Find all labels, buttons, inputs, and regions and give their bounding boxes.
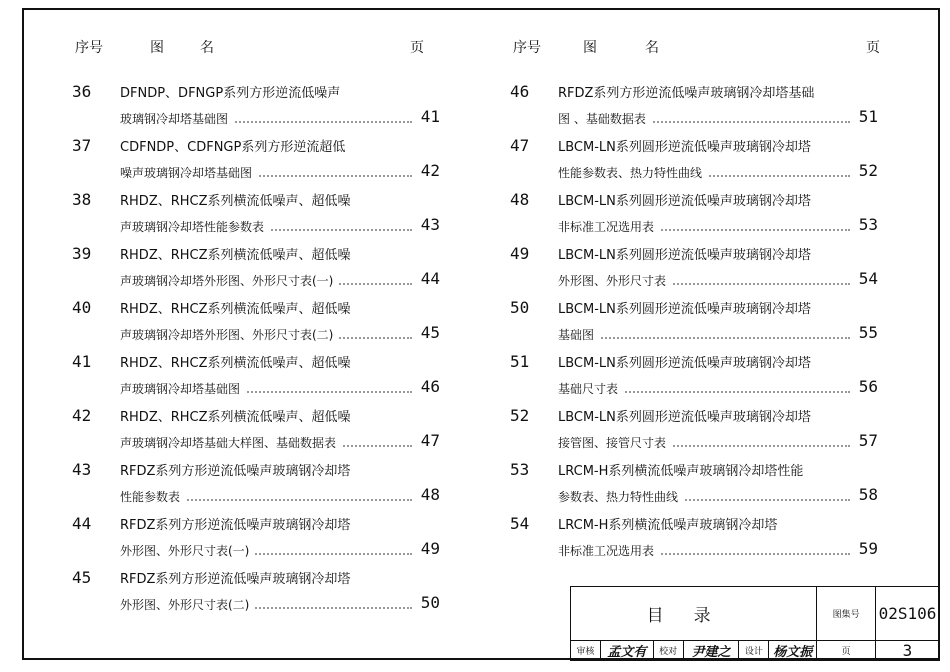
entry-page-number: 51	[858, 107, 878, 126]
right-header-name-2: 名	[645, 40, 659, 56]
entry-title-line-1: RFDZ系列方形逆流低噪声玻璃钢冷却塔基础	[558, 86, 815, 101]
entry-page-number: 46	[420, 377, 440, 396]
entry-number: 45	[72, 568, 92, 587]
toc-entry	[510, 136, 880, 190]
entry-title-line-2: 非标准工况选用表	[558, 218, 660, 235]
toc-entry	[510, 82, 880, 136]
entry-page-number: 52	[858, 161, 878, 180]
atlas-number: 02S106	[875, 587, 939, 641]
design-label: 设计	[739, 641, 769, 661]
entry-title-line-1: LRCM-H系列横流低噪声玻璃钢冷却塔	[558, 518, 778, 533]
entry-number: 39	[72, 244, 92, 263]
entry-number: 42	[72, 406, 92, 425]
toc-entry	[510, 514, 880, 568]
entry-number: 44	[72, 514, 92, 533]
entry-page-number: 49	[420, 539, 440, 558]
toc-entry	[72, 136, 442, 190]
entry-page-number: 42	[420, 161, 440, 180]
entry-number: 47	[510, 136, 530, 155]
left-header-name-1: 图	[150, 40, 164, 56]
entry-second-row	[120, 109, 442, 131]
drawing-title: 目录	[571, 587, 817, 641]
entry-page-number: 54	[858, 269, 878, 288]
entry-title-line-1: RHDZ、RHCZ系列横流低噪声、超低噪	[120, 194, 351, 209]
entry-number: 41	[72, 352, 92, 371]
entry-title-line-2: 外形图、外形尺寸表(二)	[120, 596, 255, 613]
entry-page-number: 45	[420, 323, 440, 342]
toc-entry	[72, 82, 442, 136]
toc-entry	[72, 190, 442, 244]
entry-number: 54	[510, 514, 530, 533]
entry-title-line-2: 声玻璃钢冷却塔性能参数表	[120, 218, 270, 235]
entry-title-line-1: LBCM-LN系列圆形逆流低噪声玻璃钢冷却塔	[558, 356, 811, 371]
toc-entry	[72, 406, 442, 460]
entry-title-line-1: RFDZ系列方形逆流低噪声玻璃钢冷却塔	[120, 572, 351, 587]
entry-title-line-1: RHDZ、RHCZ系列横流低噪声、超低噪	[120, 248, 351, 263]
entry-second-row	[120, 163, 442, 185]
entry-title-line-1: RFDZ系列方形逆流低噪声玻璃钢冷却塔	[120, 518, 351, 533]
entry-title-line-2: 性能参数表	[120, 488, 186, 505]
entry-title-line-2: 外形图、外形尺寸表	[558, 272, 672, 289]
entry-number: 48	[510, 190, 530, 209]
toc-entry	[72, 460, 442, 514]
right-header-number: 序号	[513, 40, 541, 56]
entry-number: 43	[72, 460, 92, 479]
entry-title-line-1: LBCM-LN系列圆形逆流低噪声玻璃钢冷却塔	[558, 248, 811, 263]
toc-entry	[510, 190, 880, 244]
review-signature: 孟文有	[600, 641, 653, 661]
entry-title-line-1: LBCM-LN系列圆形逆流低噪声玻璃钢冷却塔	[558, 194, 811, 209]
entry-second-row	[120, 541, 442, 563]
left-header-number: 序号	[75, 40, 103, 56]
entry-second-row	[120, 487, 442, 509]
entry-second-row	[120, 433, 442, 455]
entry-page-number: 57	[858, 431, 878, 450]
entry-second-row	[120, 595, 442, 617]
entry-second-row	[558, 379, 880, 401]
toc-entry	[72, 514, 442, 568]
entry-second-row	[558, 163, 880, 185]
left-header-name-2: 名	[200, 40, 214, 56]
entry-title-line-1: RHDZ、RHCZ系列横流低噪声、超低噪	[120, 302, 351, 317]
toc-entry	[510, 406, 880, 460]
entry-number: 50	[510, 298, 530, 317]
entry-number: 51	[510, 352, 530, 371]
toc-entry	[510, 460, 880, 514]
entry-second-row	[120, 379, 442, 401]
entry-number: 53	[510, 460, 530, 479]
entry-title-line-2: 声玻璃钢冷却塔基础图	[120, 380, 246, 397]
entry-page-number: 53	[858, 215, 878, 234]
entry-number: 52	[510, 406, 530, 425]
entry-number: 38	[72, 190, 92, 209]
entry-title-line-2: 性能参数表、热力特性曲线	[558, 164, 708, 181]
entry-title-line-2: 外形图、外形尺寸表(一)	[120, 542, 255, 559]
toc-entry	[72, 568, 442, 622]
toc-entry	[72, 352, 442, 406]
entry-title-line-2: 声玻璃钢冷却塔基础大样图、基础数据表	[120, 434, 342, 451]
entry-title-line-2: 参数表、热力特性曲线	[558, 488, 684, 505]
left-header-page: 页	[410, 40, 424, 56]
entry-title-line-2: 图 、基础数据表	[558, 110, 652, 127]
entry-page-number: 50	[420, 593, 440, 612]
entry-second-row	[120, 217, 442, 239]
toc-entry	[72, 244, 442, 298]
entry-page-number: 43	[420, 215, 440, 234]
entry-title-line-1: RFDZ系列方形逆流低噪声玻璃钢冷却塔	[120, 464, 351, 479]
entry-number: 36	[72, 82, 92, 101]
atlas-number-label: 图集号	[817, 587, 876, 641]
entry-title-line-1: CDFNDP、CDFNGP系列方形逆流超低	[120, 140, 346, 155]
entry-page-number: 44	[420, 269, 440, 288]
entry-second-row	[558, 217, 880, 239]
entry-title-line-2: 基础图	[558, 326, 600, 343]
toc-entry	[510, 244, 880, 298]
entry-second-row	[558, 109, 880, 131]
right-header-page: 页	[866, 40, 880, 56]
entry-title-line-1: RHDZ、RHCZ系列横流低噪声、超低噪	[120, 410, 351, 425]
entry-second-row	[558, 541, 880, 563]
entry-second-row	[120, 271, 442, 293]
entry-page-number: 59	[858, 539, 878, 558]
entry-title-line-2: 接管图、接管尺寸表	[558, 434, 672, 451]
entry-page-number: 55	[858, 323, 878, 342]
entry-title-line-2: 噪声玻璃钢冷却塔基础图	[120, 164, 258, 181]
entry-second-row	[558, 487, 880, 509]
entry-title-line-2: 非标准工况选用表	[558, 542, 660, 559]
review-label: 审核	[571, 641, 601, 661]
entry-title-line-1: LBCM-LN系列圆形逆流低噪声玻璃钢冷却塔	[558, 302, 811, 317]
entry-title-line-2: 基础尺寸表	[558, 380, 624, 397]
entry-page-number: 41	[420, 107, 440, 126]
entry-number: 46	[510, 82, 530, 101]
entry-number: 49	[510, 244, 530, 263]
entry-second-row	[558, 433, 880, 455]
entry-title-line-1: RHDZ、RHCZ系列横流低噪声、超低噪	[120, 356, 351, 371]
entry-second-row	[558, 325, 880, 347]
entry-title-line-1: LRCM-H系列横流低噪声玻璃钢冷却塔性能	[558, 464, 804, 479]
toc-entry	[72, 298, 442, 352]
entry-page-number: 56	[858, 377, 878, 396]
entry-page-number: 47	[420, 431, 440, 450]
entry-second-row	[558, 271, 880, 293]
entry-page-number: 48	[420, 485, 440, 504]
entry-title-line-2: 声玻璃钢冷却塔外形图、外形尺寸表(二)	[120, 326, 339, 343]
design-signature: 杨文振	[769, 641, 817, 661]
entry-page-number: 58	[858, 485, 878, 504]
page-label: 页	[817, 641, 876, 661]
title-block	[570, 586, 940, 661]
dot-leader	[558, 337, 850, 339]
check-signature: 尹建之	[683, 641, 739, 661]
entry-second-row	[120, 325, 442, 347]
entry-number: 40	[72, 298, 92, 317]
right-header-name-1: 图	[583, 40, 597, 56]
entry-title-line-1: LBCM-LN系列圆形逆流低噪声玻璃钢冷却塔	[558, 410, 811, 425]
toc-entry	[510, 352, 880, 406]
page-number: 3	[875, 641, 939, 661]
toc-entry	[510, 298, 880, 352]
entry-title-line-1: DFNDP、DFNGP系列方形逆流低噪声	[120, 86, 341, 101]
entry-title-line-2: 玻璃钢冷却塔基础图	[120, 110, 234, 127]
check-label: 校对	[653, 641, 683, 661]
entry-title-line-1: LBCM-LN系列圆形逆流低噪声玻璃钢冷却塔	[558, 140, 811, 155]
entry-number: 37	[72, 136, 92, 155]
entry-title-line-2: 声玻璃钢冷却塔外形图、外形尺寸表(一)	[120, 272, 339, 289]
